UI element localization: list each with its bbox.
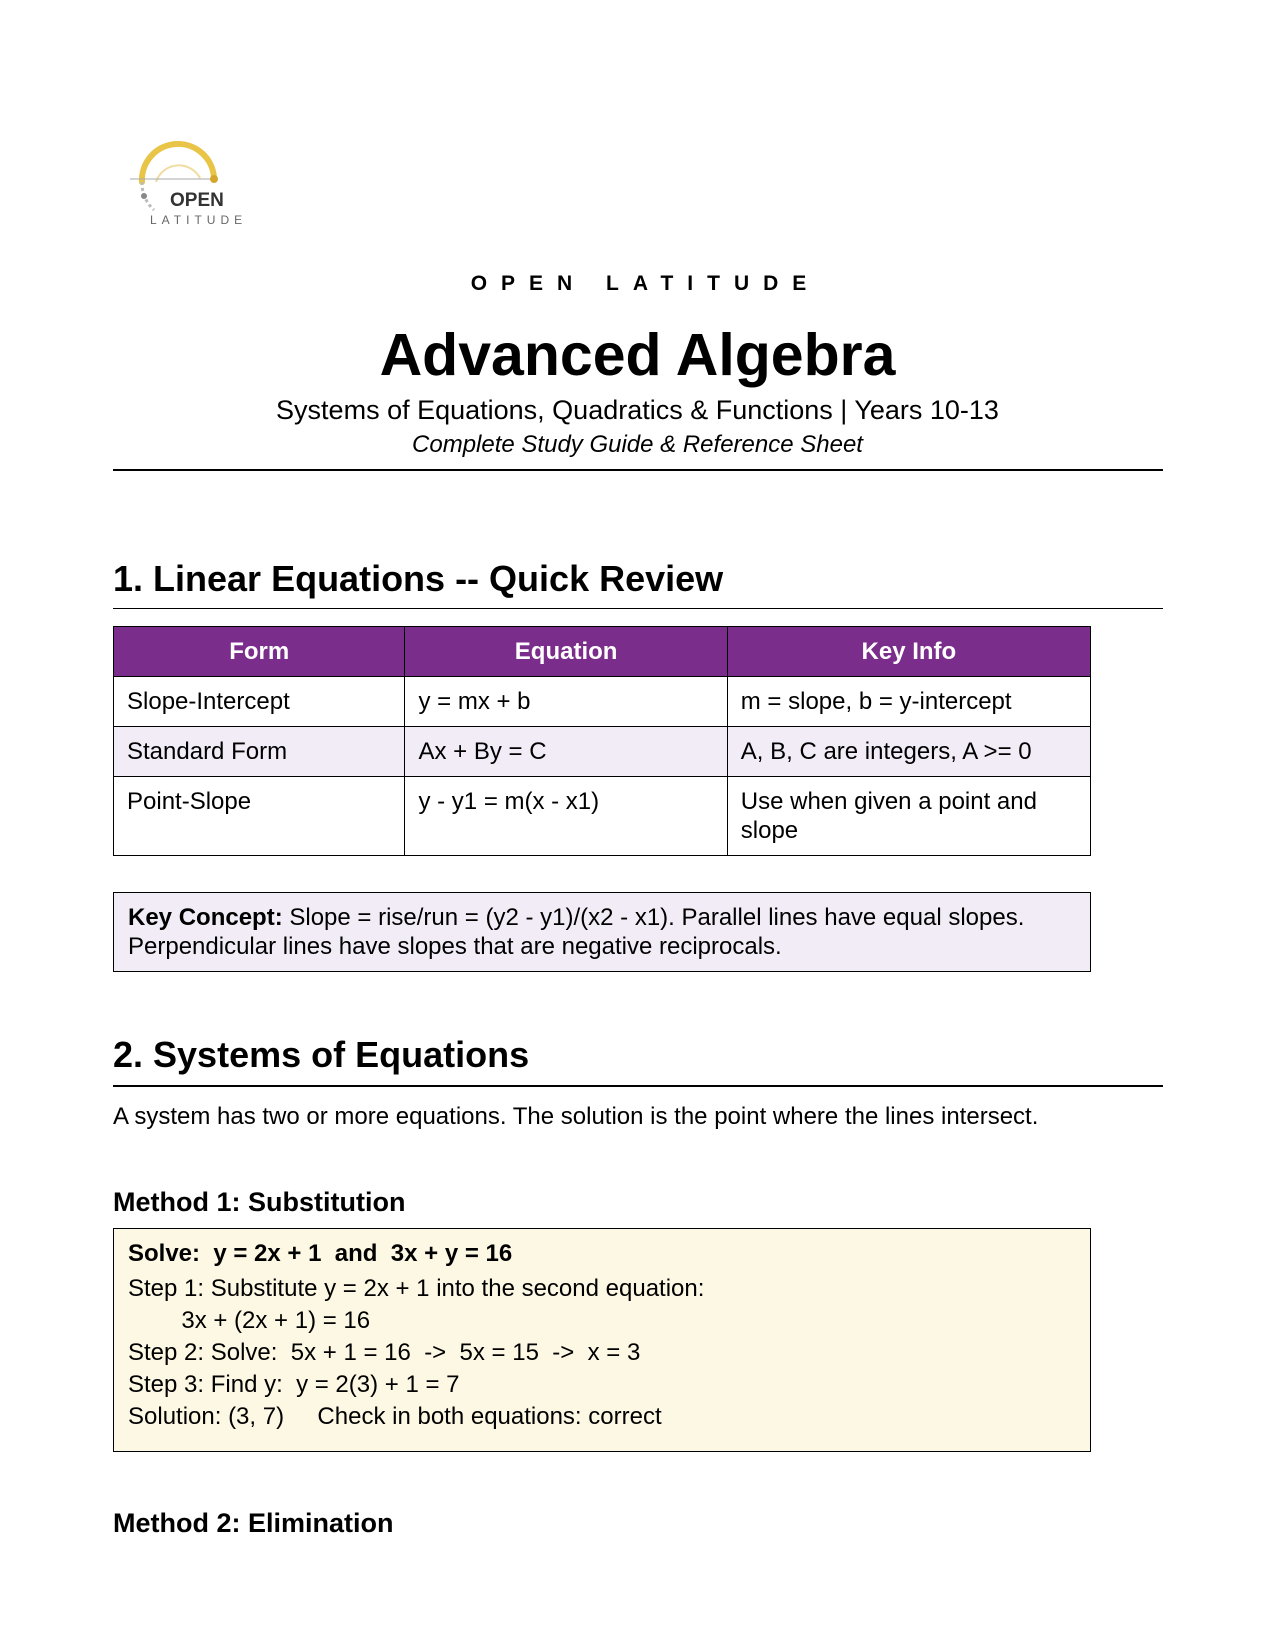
- table-row: [114, 677, 1091, 727]
- substitution-example-box: [113, 1228, 1091, 1452]
- systems-intro-text: A system has two or more equations. The solution is the point where the lines intersect.: [113, 1103, 1039, 1130]
- table-cell-equation: Ax + By = C: [405, 727, 727, 777]
- section-heading-linear: 1. Linear Equations -- Quick Review: [113, 558, 724, 599]
- example-step: Step 3: Find y: y = 2(3) + 1 = 7: [128, 1371, 460, 1398]
- table-cell-key-info: A, B, C are integers, A >= 0: [727, 727, 1090, 777]
- table-cell-key-info: Use when given a point and slope: [727, 777, 1090, 856]
- example-step: Step 2: Solve: 5x + 1 = 16 -> 5x = 15 -> x = 3: [128, 1339, 641, 1366]
- open-latitude-logo: [130, 140, 270, 240]
- key-concept-label: Key Concept:: [128, 904, 283, 931]
- table-cell-form: Slope-Intercept: [114, 677, 405, 727]
- table-header-row: [114, 627, 1091, 677]
- example-solution: Solution: (3, 7) Check in both equations: correct: [128, 1403, 662, 1430]
- table-cell-equation: y = mx + b: [405, 677, 727, 727]
- logo-icon: [130, 140, 270, 240]
- column-header-form: Form: [114, 627, 405, 677]
- logo-word-open: OPEN: [170, 190, 224, 211]
- table-cell-form: Standard Form: [114, 727, 405, 777]
- document-subtitle: Systems of Equations, Quadratics & Functions | Years 10-13: [276, 395, 999, 425]
- example-step: 3x + (2x + 1) = 16: [128, 1307, 371, 1334]
- document-title: Advanced Algebra: [379, 322, 896, 388]
- table-cell-key-info: m = slope, b = y-intercept: [727, 677, 1090, 727]
- table-cell-equation: y - y1 = m(x - x1): [405, 777, 727, 856]
- section-heading-systems: 2. Systems of Equations: [113, 1034, 530, 1075]
- key-concept-callout: [113, 892, 1091, 972]
- column-header-key-info: Key Info: [727, 627, 1090, 677]
- section-divider: [113, 1085, 1163, 1087]
- method-heading-substitution: Method 1: Substitution: [113, 1187, 406, 1217]
- document-tagline: Complete Study Guide & Reference Sheet: [412, 431, 863, 458]
- table-row: [114, 727, 1091, 777]
- logo-word-latitude: LATITUDE: [150, 213, 248, 227]
- method-heading-elimination: Method 2: Elimination: [113, 1508, 394, 1538]
- linear-forms-table: [113, 626, 1091, 856]
- section-divider: [113, 608, 1163, 609]
- header-divider: [113, 469, 1163, 471]
- table-cell-form: Point-Slope: [114, 777, 405, 856]
- brand-name: OPEN LATITUDE: [470, 272, 821, 295]
- key-concept-text: Slope = rise/run = (y2 - y1)/(x2 - x1). Parallel lines have equal slopes. Perpendicular lines have slopes that are negative reciprocals.: [128, 904, 1025, 960]
- example-prompt: Solve: y = 2x + 1 and 3x + y = 16: [128, 1240, 513, 1267]
- example-step: Step 1: Substitute y = 2x + 1 into the second equation:: [128, 1275, 705, 1302]
- column-header-equation: Equation: [405, 627, 727, 677]
- table-row: [114, 777, 1091, 856]
